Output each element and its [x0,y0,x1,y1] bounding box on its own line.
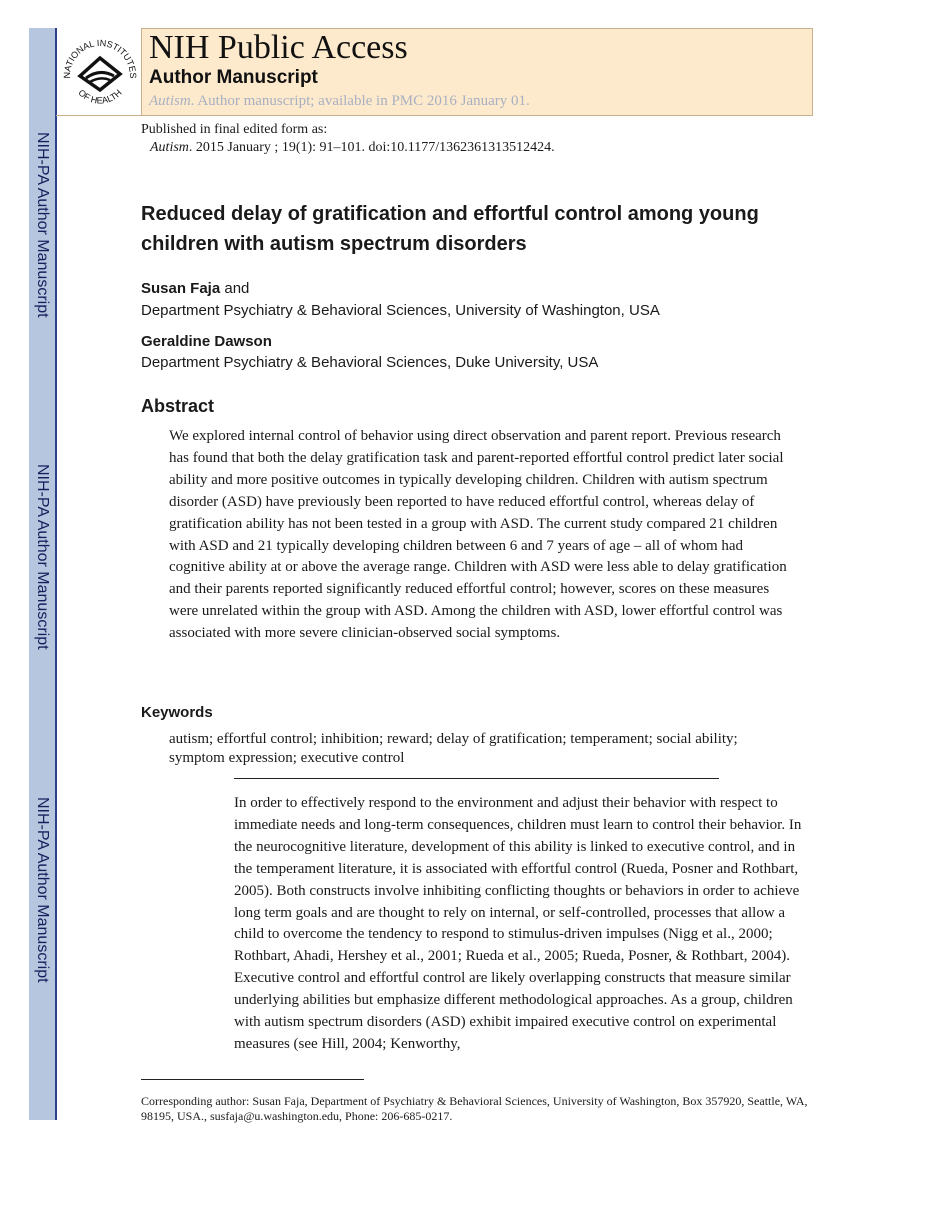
section-divider [234,778,719,779]
nih-logo-icon [58,30,142,114]
svg-text:NATIONAL INSTITUTES: NATIONAL INSTITUTES [61,37,139,79]
author-block: Susan Faja and Department Psychiatry & Behavioral Sciences, University of Washington, USA [141,280,660,319]
header-availability: Autism. Author manuscript; available in PMC 2016 January 01. [149,93,530,109]
author-block: Geraldine Dawson Department Psychiatry & Behavioral Sciences, Duke University, USA [141,333,599,371]
keywords-text: autism; effortful control; inhibition; reward; delay of gratification; temperament; social ability; symptom expression; executive control [169,731,738,766]
corresponding-author-footnote: Corresponding author: Susan Faja, Department of Psychiatry & Behavioral Sciences, University of Washington, Box 357920, Seattle, WA, 98195, USA., susfaja@u.washington.edu, Phone: 206-685-0217. [141,1094,808,1123]
header-subtitle: Author Manuscript [149,67,318,88]
abstract-heading: Abstract [141,396,215,416]
keywords-heading: Keywords [141,704,213,721]
header-banner [141,28,813,116]
svg-text:OF HEALTH: OF HEALTH [76,87,124,106]
abstract-text: We explored internal control of behavior using direct observation and parent report. Previous research has found that both the delay gratification task and parent-reported effortful control predict later social ability and more positive outcomes in typically developing children. Children with autism spectrum disorder (ASD) have previously been reported to have reduced effortful control, whereas delay of gratification ability has not been tested in a group with ASD. The current study compared 21 children with ASD and 21 typically developing children between 6 and 7 years of age – all of whom had cognitive ability at or above the average range. Children with ASD were less able to delay gratification and their parents reported significantly reduced effortful control; however, scores on these measures were unrelated within the group with ASD. Among the children with ASD, lower effortful control was associated with more severe clinician-observed social symptoms. [169,428,787,642]
article-title: Reduced delay of gratification and effortful control among young children with autism spectrum disorders [141,203,759,255]
footnote-divider [141,1079,364,1080]
body-paragraph: In order to effectively respond to the environment and adjust their behavior with respect to immediate needs and long-term consequences, children must learn to control their behavior. In the neurocognitive literature, development of this ability is linked to executive control, and in the temperament literature, it is associated with effortful control (Rueda, Posner and Rothbart, 2005). Both constructs involve inhibiting conflicting thoughts or behaviors in order to achieve long term goals and are thought to rely on internal, or self-controlled, processes that allow a child to overcome the tendency to respond to stimulus-driven impulses (Nigg et al., 2000; Rothbart, Ahadi, Hershey et al., 2001; Rueda et al., 2005; Rueda, Posner, & Rothbart, 2004). Executive control and effortful control are likely overlapping constructs that measure similar underlying abilities but emphasize different methodological approaches. As a group, children with autism spectrum disorders (ASD) exhibit impaired executive control on experimental measures (see Hill, 2004; Kenworthy, [234,795,802,1052]
header-divider [56,115,812,116]
published-info: Published in final edited form as: Autism. 2015 January ; 19(1): 91–101. doi:10.1177/1362361313512424. [141,122,555,155]
header-title: NIH Public Access [149,29,408,66]
